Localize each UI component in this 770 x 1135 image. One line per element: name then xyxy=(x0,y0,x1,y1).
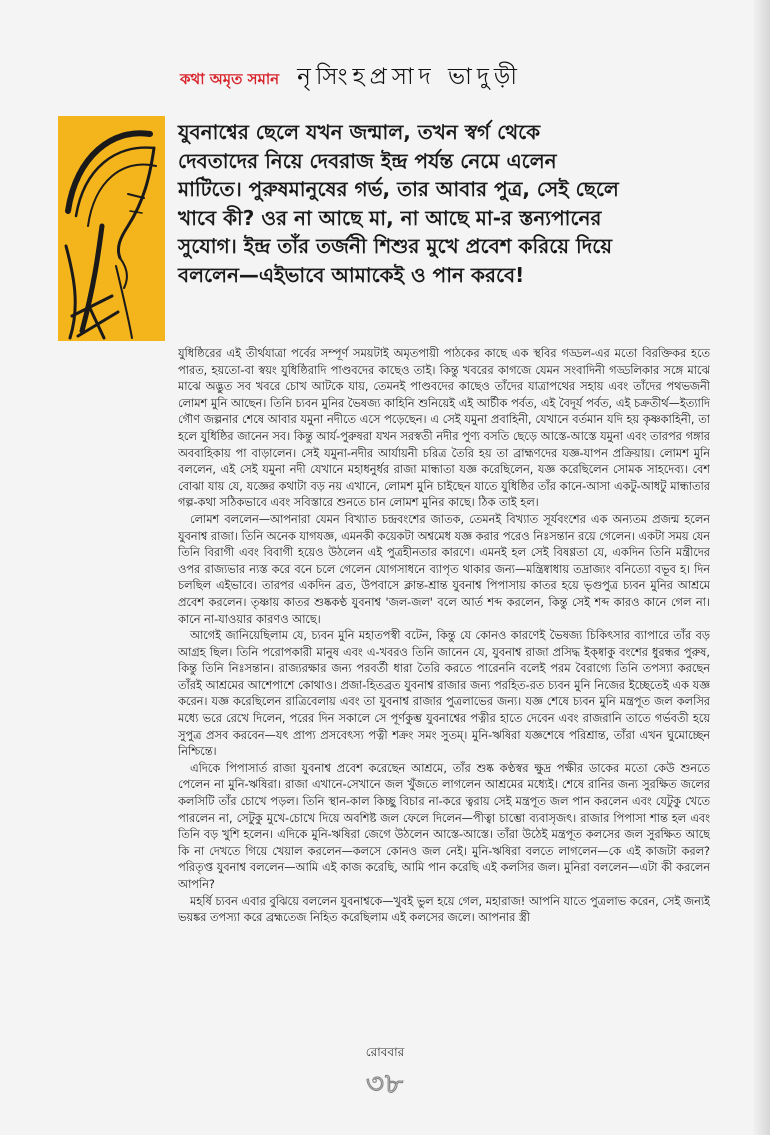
author-name: নৃসিংহপ্রসাদ ভাদুড়ী xyxy=(297,64,522,90)
page-footer xyxy=(0,1044,770,1109)
series-title: কথা অমৃত সমান xyxy=(180,70,280,88)
intro-pull-quote xyxy=(178,118,718,289)
intro-line: যুবনাশ্বের ছেলে যখন জন্মাল, তখন স্বর্গ থেকে xyxy=(178,120,541,144)
magazine-name: রোববার xyxy=(365,1045,405,1059)
body-paragraph: লোমশ বললেন—আপনারা যেমন বিখ্যাত চন্দ্রবংশের জাতক, তেমনই বিখ্যাত সূর্যবংশের এক অন্যতম প্রজন্ম হলেন যুবনাশ্ব রাজা। তিনি অনেক যাগযজ্ঞ, এমনকী কয়েকটা অশ্বমেধ যজ্ঞ করার পরেও নিঃসন্তান রয়ে গেলেন। একটা সময় যেন তিনি বিরাগী এবং বিবাগী হয়েও উঠলেন এই পুত্রহীনতার কারণে। এমনই হল সেই বিষণ্ণতা যে, একদিন তিনি মন্ত্রীদের ওপর রাজ্যভার ন্যস্ত করে বনে চলে গেলেন যোগসাধনে ব্যাপৃত থাকার জন্য—মন্ত্রিষ্বাধায় তদ্রাজ্যং বনিত্যো বভূব হ। দিন চলছিল এইভাবে। তারপর একদিন ব্রত, উপবাসে ক্লান্ত-শ্রান্ত যুবনাশ্ব পিপাসায় কাতর হয়ে ভৃগুপুত্র চ্যবন মুনির আশ্রমে প্রবেশ করলেন। তৃষ্ণায় কাতর শুষ্ককণ্ঠ যুবনাশ্ব 'জল-জল' বলে আর্ত শব্দ করলেন, কিন্তু সেই শব্দ কারও কানে গেল না। কানে না-যাওয়ার কারণও আছে। xyxy=(178,512,710,626)
intro-line: খাবে কী? ওর না আছে মা, না আছে মা-র স্তন্যপানের xyxy=(178,205,602,230)
article-body xyxy=(178,346,710,1036)
intro-line: বললেন—এইভাবে আমাকেই ও পান করবে! xyxy=(178,262,525,287)
page-fold-shadow xyxy=(752,0,770,1135)
body-paragraph: যুধিষ্ঠিরের এই তীর্থযাত্রা পর্বের সম্পূর্ণ সময়টাই অমৃতপায়ী পাঠকের কাছে এক স্থবির গড্ডল-এর মতো বিরক্তিকর হতে পারত, হয়তো-বা স্বয়ং যুধিষ্ঠিরাদি পাণ্ডবদের কাছেও তাই। কিন্তু খবরের কাগজে যেমন সংবাদিনী গড্ডলিকার সঙ্গে মাঝে মাঝে অদ্ভুত সব খবরে চোখ আটকে যায়, তেমনই পাণ্ডবদের কাছেও তাঁদের যাত্রাপথের সহায় এবং তাঁদের পথভজনী লোমশ মুনি আছেন। তিনি চ্যবন মুনির ভৈষজ্য কাহিনি শুনিয়েই এই আর্চীক পর্বত, এই বৈদূর্য পর্বত, এই চক্রতীর্থ—ইত্যাদি গৌণ জল্পনার শেষে আবার যমুনা নদীতে এসে পড়েছেন। এ সেই যমুনা প্রবাহিনী, যেখানে বর্তমান যদি হয় কৃষ্ণকাহিনী, তা হলে যুধিষ্ঠির জানেন সব। কিন্তু আর্য-পুরুষরা যখন সরস্বতী নদীর পুণ্য বসতি ছেড়ে আস্তে-আস্তে যমুনা এবং তারপর গঙ্গার অববাহিকায় পা বাড়ালেন। সেই যমুনা-নদীর আর্যায়নী চরিত্র তৈরি হয় তা ব্রাহ্মণদের যজ্ঞ-যাপন প্রক্রিয়ায়। লোমশ মুনি বললেন, এই সেই যমুনা নদী যেখানে মহাধনুর্ধর রাজা মান্ধাতা যজ্ঞ করেছিলেন, যজ্ঞ করেছিলেন সোমক সাহদেব্য। বেশ বোঝা যায় যে, যজ্ঞের কথাটা বড় নয় এখানে, লোমশ মুনি চাইছেন যাতে যুধিষ্ঠির তাঁর কানে-আসা একটু-আধটু মান্ধাতার গল্প-কথা সঠিকভাবে এবং সবিস্তারে শুনতে চান লোমশ মুনির কাছে। ঠিক তাই হল। xyxy=(178,347,710,510)
body-paragraph: এদিকে পিপাসার্ত রাজা যুবনাশ্ব প্রবেশ করেছেন আশ্রমে, তাঁর শুষ্ক কণ্ঠস্বর ক্ষুদ্র পক্ষীর ডাকের মতো কেউ শুনতে পেলেন না মুনি-ঋষিরা। রাজা এখানে-সেখানে জল খুঁজতে লাগলেন আশ্রমের মধ্যেই। শেষে রানির জন্য সুরক্ষিত জলের কলসিটি তাঁর চোখে পড়ল। তিনি স্থান-কাল কিচ্ছু বিচার না-করে ত্বরায় সেই মন্ত্রপূত জল পান করলেন এবং যেটুকু খেতে পারলেন না, সেটুকু মুখে-চোখে দিয়ে অবশিষ্ট জল ফেলে দিলেন—পীত্বা চাম্ভো ব্যবাসৃজৎ। রাজার পিপাসা শান্ত হল এবং তিনি বড় খুশি হলেন। এদিকে মুনি-ঋষিরা জেগে উঠলেন আস্তে-আস্তে। তাঁরা উঠেই মন্ত্রপূত কলসের জল সুরক্ষিত আছে কি না দেখতে গিয়ে খেয়াল করলেন—কলসে কোনও জল নেই। মুনি-ঋষিরা বলতে লাগলেন—কে এই কাজটা করল? পরিতৃপ্ত যুবনাশ্ব বললেন—আমি এই কাজ করেছি, আমি পান করেছি এই কলসির জল। মুনিরা বললেন—এটা কী করলেন আপনি? xyxy=(178,761,710,891)
article-header xyxy=(180,58,710,98)
body-paragraph: আগেই জানিয়েছিলাম যে, চ্যবন মুনি মহাতপস্বী বটেন, কিন্তু যে কোনও কারণেই ভৈষজ্য চিকিৎসার ব্যাপারে তাঁর বড় আগ্রহ ছিল। তিনি পরোপকারী মানুষ এবং এ-খবরও তিনি জানেন যে, যুবনাশ্ব রাজা প্রসিদ্ধ ইক্ষ্বাকু বংশের ধুরন্ধর পুরুষ, কিন্তু তিনি নিঃসন্তান। রাজ্যরক্ষার জন্য পরবর্তী ধারা তৈরি করতে পারেননি বলেই পরম বৈরাগ্যে তিনি তপস্যা করছেন তাঁরই আশ্রমের আশেপাশে কোথাও। প্রজা-হিতব্রত যুবনাশ্ব রাজার জন্য পরহিত-রত চ্যবন মুনি নিজের ইচ্ছেতেই এক যজ্ঞ করেন। যজ্ঞ করেছিলেন রাত্রিবেলায় এবং তা যুবনাশ্ব রাজার পুত্রলাভের জন্য। যজ্ঞ শেষে চ্যবন মুনি মন্ত্রপূত জল কলসির মধ্যে ভরে রেখে দিলেন, পরের দিন সকালে সে পূর্ণকুম্ভ যুবনাশ্বের পত্নীর হাতে দেবেন এবং রাজরানি তাতে গর্ভবতী হয়ে সুপুত্র প্রসব করবেন—যৎ প্রাপ্য প্রসবেৎস্য পত্নী শক্রং সমং সুতম্। মুনি-ঋষিরা যজ্ঞশেষে পরিশ্রান্ত, তাঁরা এখন ঘুমোচ্ছেন নিশ্চিন্তে। xyxy=(178,629,710,759)
veiled-woman-sketch-icon xyxy=(58,116,165,341)
intro-line: দেবতাদের নিয়ে দেবরাজ ইন্দ্র পর্যন্ত নেমে এলেন xyxy=(178,148,557,173)
page-number: ৩৮ xyxy=(365,1067,405,1100)
body-paragraph: মহর্ষি চ্যবন এবার বুঝিয়ে বললেন যুবনাশ্বকে—খুবই ভুল হয়ে গেল, মহারাজ! আপনি যাতে পুত্রলাভ করেন, সেই জন্যই ভয়ঙ্কর তপস্যা করে ব্রহ্মতেজ নিহিত করেছিলাম এই কলসের জলে। আপনার স্ত্রী xyxy=(178,894,710,925)
intro-line: সুযোগ। ইন্দ্র তাঁর তর্জনী শিশুর মুখে প্রবেশ করিয়ে দিয়ে xyxy=(178,234,613,258)
intro-line: মাটিতে। পুরুষমানুষের গর্ভ, তার আবার পুত্র, সেই ছেলে xyxy=(178,177,619,201)
